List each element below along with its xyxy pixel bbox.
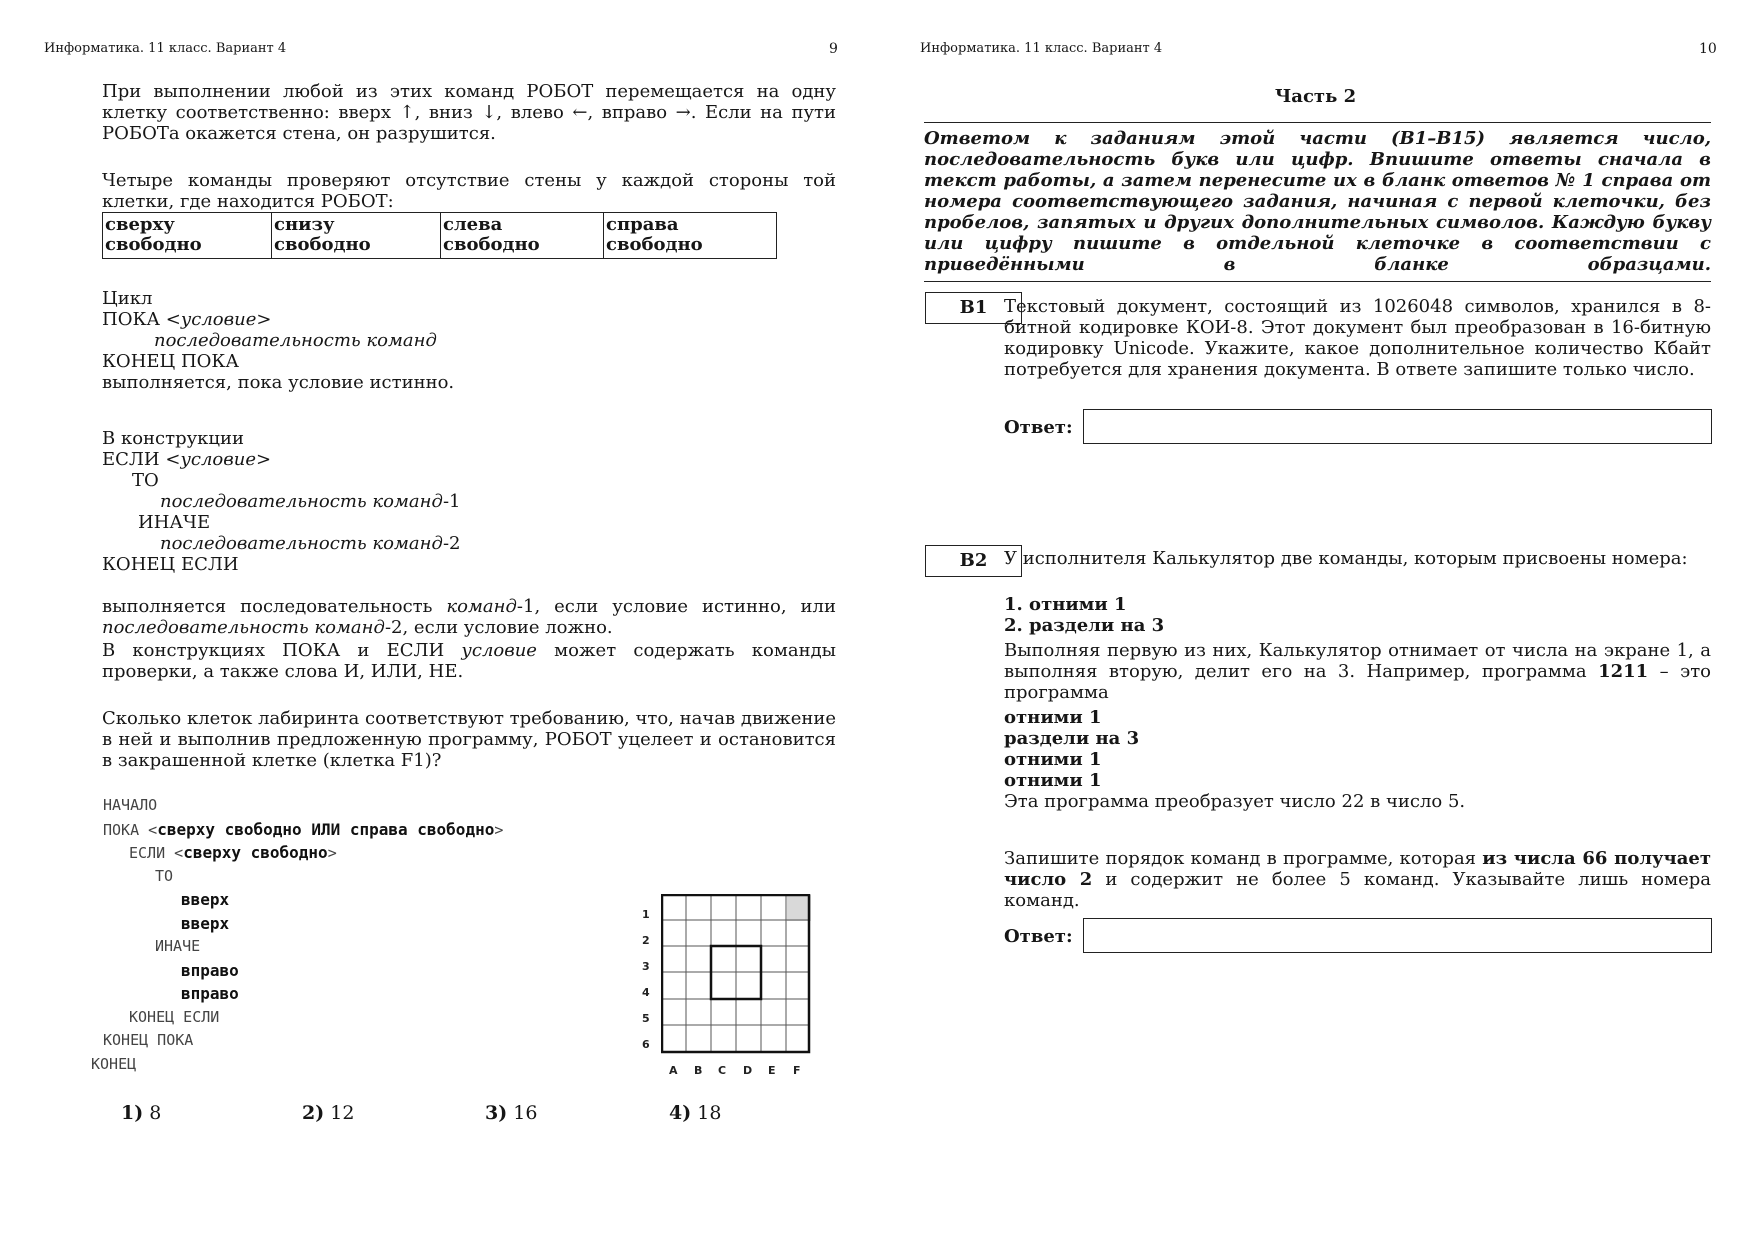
task-b1-text: Текстовый документ, состоящий из 1026048 символов, хранился в 8-битной кодировке КОИ-8. Этот документ был преобразован в 16-битную кодировку Unicode. Укажите, какое дополнительное количество Кбайт потребуется для хранения документа. В ответе запишите только число. — [1004, 296, 1711, 380]
command-1: 1. отними 1 — [1004, 594, 1127, 615]
conditions-table — [102, 212, 777, 259]
page-header: Информатика. 11 класс. Вариант 4 — [920, 41, 1163, 56]
example-step: отними 1 — [1004, 749, 1102, 770]
if-header: ЕСЛИ <условие> — [102, 449, 272, 470]
example-step: отними 1 — [1004, 707, 1102, 728]
page-number: 9 — [829, 41, 838, 57]
divider — [924, 281, 1711, 282]
answer-option-2: 2) 12 — [302, 1102, 355, 1124]
question-text: Сколько клеток лабиринта соответствуют требованию, что, начав движение в ней и выполнив предложенную программу, РОБОТ уцелеет и остановится в закрашенной клетке (клетка F1)? — [102, 708, 836, 771]
row-label: 4 — [642, 986, 650, 999]
if-end: КОНЕЦ ЕСЛИ — [102, 554, 239, 575]
example-step: раздели на 3 — [1004, 728, 1140, 749]
col-label: A — [669, 1064, 678, 1077]
example-result: Эта программа преобразует число 22 в число 5. — [1004, 791, 1466, 812]
if-title: В конструкции — [102, 428, 245, 449]
part-instructions: Ответом к заданиям этой части (В1–В15) является число, последовательность букв или цифр. Впишите ответы сначала в текст работы, а затем перенесите их в бланк ответов № 1 справа от номера соответствующего задания, начиная с первой клеточки, без пробелов, запятых и других дополнительных символов. Каждую букву или цифру пишите в отдельной клеточке в соответствии с приведёнными в бланке образцами. — [924, 128, 1711, 275]
code-line: вправо — [181, 960, 239, 980]
divider — [924, 122, 1711, 123]
row-label: 5 — [642, 1012, 650, 1025]
loop-body: последовательность команд — [154, 330, 437, 351]
row-label: 1 — [642, 908, 650, 921]
code-line: НАЧАЛО — [103, 796, 158, 814]
condition-cell: сверху свободно — [103, 213, 272, 259]
answer-option-3: 3) 16 — [485, 1102, 538, 1124]
loop-title: Цикл — [102, 288, 153, 309]
task-b2-label: B2 — [925, 545, 1022, 577]
task-b2-description: Выполняя первую из них, Калькулятор отнимает от числа на экране 1, а выполняя вторую, делит его на 3. Например, программа 1211 – это программа — [1004, 640, 1711, 703]
shaded-cell-f1 — [787, 895, 811, 921]
row-label: 2 — [642, 934, 650, 947]
task-b2-commands — [1004, 594, 1164, 636]
code-line: ТО — [155, 866, 174, 885]
code-line: вправо — [181, 984, 239, 1003]
maze-gridlines — [661, 894, 809, 1052]
loop-desc: выполняется, пока условие истинно. — [102, 372, 455, 393]
page-header: Информатика. 11 класс. Вариант 4 — [44, 41, 287, 56]
answer-field-b1[interactable] — [1083, 409, 1712, 444]
row-label: 3 — [642, 960, 650, 973]
example-step: отними 1 — [1004, 770, 1102, 791]
col-label: D — [743, 1064, 753, 1077]
loop-header: ПОКА <условие> — [102, 309, 272, 330]
code-line: вверх — [181, 890, 230, 909]
col-label: E — [768, 1064, 776, 1077]
answer-label-b2: Ответ: — [1004, 926, 1073, 947]
task-b2-intro: У исполнителя Калькулятор две команды, которым присвоены номера: — [1004, 548, 1688, 569]
code-line: КОНЕЦ ЕСЛИ — [129, 1007, 220, 1026]
code-line: ЕСЛИ <сверху свободно> — [129, 843, 337, 862]
row-label: 6 — [642, 1038, 650, 1051]
answer-option-1: 1) 8 — [121, 1102, 162, 1124]
if-body-2: последовательность команд-2 — [160, 533, 461, 554]
if-then: ТО — [132, 470, 159, 491]
code-line: ПОКА <сверху свободно ИЛИ справа свободно> — [103, 819, 504, 839]
maze-svg — [661, 894, 811, 1056]
condition-cell: снизу свободно — [272, 213, 441, 259]
condition-cell: справа свободно — [604, 213, 777, 259]
code-line: вверх — [181, 913, 230, 933]
task-b2-question: Запишите порядок команд в программе, которая из числа 66 получает число 2 и содержит не более 5 команд. Указывайте лишь номера команд. — [1004, 848, 1711, 911]
col-label: B — [694, 1064, 703, 1077]
checks-intro: Четыре команды проверяют отсутствие стены у каждой стороны той клетки, где находится РОБОТ: — [102, 170, 836, 212]
condition-note: В конструкциях ПОКА и ЕСЛИ условие может содержать команды проверки, а также слова И, ИЛИ, НЕ. — [102, 640, 837, 682]
answer-option-4: 4) 18 — [669, 1102, 722, 1124]
if-else: ИНАЧЕ — [138, 512, 211, 533]
robot-moves-paragraph: При выполнении любой из этих команд РОБОТ перемещается на одну клетку соответственно: вверх ↑, вниз ↓, влево ←, вправо →. Если на пути РОБОТа окажется стена, он разрушится. — [102, 81, 836, 144]
answer-field-b2[interactable] — [1083, 918, 1712, 953]
code-line: ИНАЧЕ — [155, 937, 201, 955]
page-number: 10 — [1699, 41, 1717, 57]
code-line: КОНЕЦ ПОКА — [103, 1031, 194, 1049]
if-body-1: последовательность команд-1 — [160, 491, 461, 512]
if-description: выполняется последовательность команд-1, если условие истинно, или последовательность команд-2, если условие ложно. — [102, 596, 836, 638]
program-code — [91, 794, 504, 1076]
if-construct — [102, 428, 460, 575]
command-2: 2. раздели на 3 — [1004, 615, 1165, 636]
code-line: КОНЕЦ — [91, 1054, 137, 1073]
condition-cell: слева свободно — [441, 213, 604, 259]
task-b2-example — [1004, 707, 1465, 812]
answer-label-b1: Ответ: — [1004, 417, 1073, 438]
loop-construct — [102, 288, 454, 393]
task-b1-label: B1 — [925, 292, 1022, 324]
col-label: F — [793, 1064, 801, 1077]
col-label: C — [718, 1064, 727, 1077]
part-title: Часть 2 — [1274, 86, 1357, 107]
loop-end: КОНЕЦ ПОКА — [102, 351, 239, 372]
